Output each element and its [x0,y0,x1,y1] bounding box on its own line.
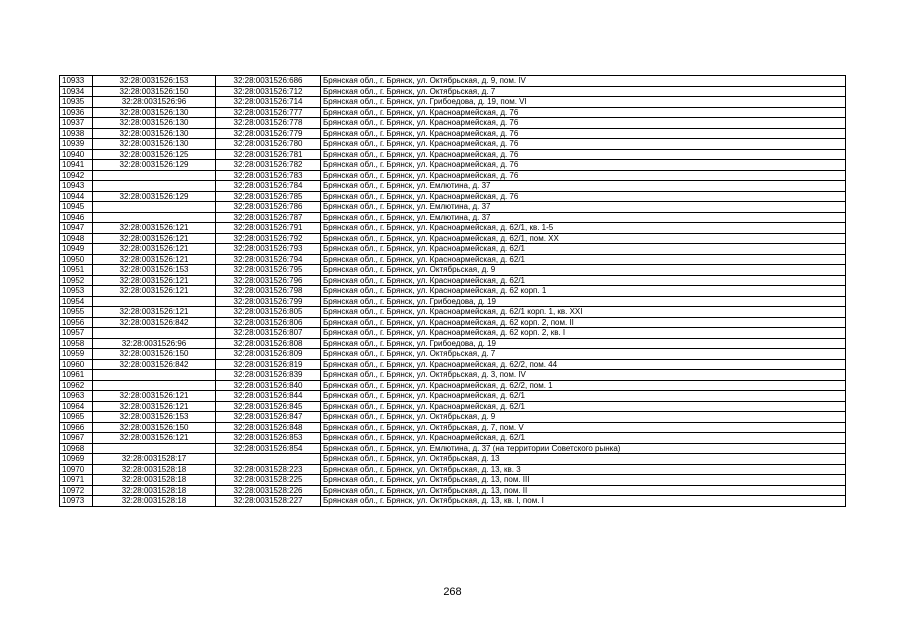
row-number-cell: 10935 [60,97,93,108]
parent-cadastral-number-cell [93,370,216,381]
table-row [60,307,846,318]
cadastral-number-cell: 32:28:0031526:779 [216,128,321,139]
address-cell: Брянская обл., г. Брянск, ул. Красноармейская, д. 76 [321,139,846,150]
cadastral-table [59,75,846,507]
cadastral-number-cell: 32:28:0031526:686 [216,76,321,87]
cadastral-number-cell: 32:28:0031526:805 [216,307,321,318]
cadastral-number-cell: 32:28:0031526:784 [216,181,321,192]
row-number-cell: 10961 [60,370,93,381]
table-row [60,97,846,108]
address-cell: Брянская обл., г. Брянск, ул. Красноармейская, д. 62/1, пом. XX [321,233,846,244]
address-cell: Брянская обл., г. Брянск, ул. Красноармейская, д. 76 [321,128,846,139]
address-cell: Брянская обл., г. Брянск, ул. Красноармейская, д. 62/1 [321,254,846,265]
row-number-cell: 10934 [60,86,93,97]
address-cell: Брянская обл., г. Брянск, ул. Октябрьская, д. 7, пом. V [321,422,846,433]
row-number-cell: 10965 [60,412,93,423]
parent-cadastral-number-cell: 32:28:0031526:125 [93,149,216,160]
address-cell: Брянская обл., г. Брянск, ул. Грибоедова, д. 19 [321,296,846,307]
parent-cadastral-number-cell: 32:28:0031526:130 [93,107,216,118]
parent-cadastral-number-cell: 32:28:0031526:842 [93,359,216,370]
cadastral-number-cell: 32:28:0031526:777 [216,107,321,118]
table-row [60,496,846,507]
table-row [60,485,846,496]
parent-cadastral-number-cell: 32:28:0031526:150 [93,349,216,360]
row-number-cell: 10949 [60,244,93,255]
parent-cadastral-number-cell [93,380,216,391]
cadastral-number-cell: 32:28:0031526:854 [216,443,321,454]
cadastral-number-cell: 32:28:0031526:798 [216,286,321,297]
address-cell: Брянская обл., г. Брянск, ул. Красноармейская, д. 76 [321,118,846,129]
row-number-cell: 10960 [60,359,93,370]
row-number-cell: 10971 [60,475,93,486]
parent-cadastral-number-cell: 32:28:0031526:153 [93,412,216,423]
parent-cadastral-number-cell: 32:28:0031526:121 [93,286,216,297]
cadastral-number-cell: 32:28:0031526:791 [216,223,321,234]
address-cell: Брянская обл., г. Брянск, ул. Октябрьская, д. 9 [321,412,846,423]
address-cell: Брянская обл., г. Брянск, ул. Красноармейская, д. 62/1 [321,244,846,255]
parent-cadastral-number-cell: 32:28:0031526:130 [93,128,216,139]
table-row [60,401,846,412]
cadastral-number-cell: 32:28:0031526:839 [216,370,321,381]
parent-cadastral-number-cell: 32:28:0031526:121 [93,401,216,412]
table-row [60,223,846,234]
cadastral-number-cell: 32:28:0031526:783 [216,170,321,181]
table-row [60,359,846,370]
table-row [60,181,846,192]
address-cell: Брянская обл., г. Брянск, ул. Емлютина, д. 37 [321,212,846,223]
address-cell: Брянская обл., г. Брянск, ул. Октябрьская, д. 3, пом. IV [321,370,846,381]
parent-cadastral-number-cell: 32:28:0031526:121 [93,391,216,402]
parent-cadastral-number-cell: 32:28:0031526:153 [93,265,216,276]
row-number-cell: 10951 [60,265,93,276]
table-row [60,443,846,454]
row-number-cell: 10944 [60,191,93,202]
cadastral-number-cell: 32:28:0031528:225 [216,475,321,486]
row-number-cell: 10943 [60,181,93,192]
address-cell: Брянская обл., г. Брянск, ул. Красноармейская, д. 62/1 корп. 1, кв. XXI [321,307,846,318]
table-row [60,128,846,139]
parent-cadastral-number-cell: 32:28:0031526:129 [93,191,216,202]
cadastral-number-cell: 32:28:0031528:226 [216,485,321,496]
parent-cadastral-number-cell [93,443,216,454]
row-number-cell: 10936 [60,107,93,118]
parent-cadastral-number-cell: 32:28:0031526:96 [93,97,216,108]
parent-cadastral-number-cell: 32:28:0031526:96 [93,338,216,349]
page-number: 268 [443,586,462,598]
row-number-cell: 10967 [60,433,93,444]
table-row [60,317,846,328]
row-number-cell: 10933 [60,76,93,87]
row-number-cell: 10940 [60,149,93,160]
parent-cadastral-number-cell: 32:28:0031526:121 [93,233,216,244]
table-row [60,170,846,181]
cadastral-number-cell: 32:28:0031528:223 [216,464,321,475]
table-row [60,275,846,286]
address-cell: Брянская обл., г. Брянск, ул. Емлютина, д. 37 [321,181,846,192]
row-number-cell: 10956 [60,317,93,328]
address-cell: Брянская обл., г. Брянск, ул. Октябрьская, д. 13, кв. I, пом. I [321,496,846,507]
address-cell: Брянская обл., г. Брянск, ул. Красноармейская, д. 62/2, пом. 1 [321,380,846,391]
address-cell: Брянская обл., г. Брянск, ул. Красноармейская, д. 76 [321,170,846,181]
table-row [60,412,846,423]
address-cell: Брянская обл., г. Брянск, ул. Октябрьская, д. 9 [321,265,846,276]
cadastral-number-cell: 32:28:0031526:712 [216,86,321,97]
parent-cadastral-number-cell: 32:28:0031526:150 [93,86,216,97]
row-number-cell: 10953 [60,286,93,297]
table-row [60,244,846,255]
parent-cadastral-number-cell: 32:28:0031526:121 [93,275,216,286]
cadastral-number-cell: 32:28:0031526:808 [216,338,321,349]
parent-cadastral-number-cell: 32:28:0031526:129 [93,160,216,171]
cadastral-number-cell: 32:28:0031526:819 [216,359,321,370]
parent-cadastral-number-cell [93,181,216,192]
row-number-cell: 10941 [60,160,93,171]
cadastral-number-cell: 32:28:0031526:809 [216,349,321,360]
cadastral-number-cell: 32:28:0031526:795 [216,265,321,276]
parent-cadastral-number-cell [93,296,216,307]
cadastral-number-cell: 32:28:0031526:778 [216,118,321,129]
parent-cadastral-number-cell: 32:28:0031526:150 [93,422,216,433]
address-cell: Брянская обл., г. Брянск, ул. Красноармейская, д. 62 корп. 2, кв. I [321,328,846,339]
cadastral-number-cell: 32:28:0031526:807 [216,328,321,339]
row-number-cell: 10959 [60,349,93,360]
table-row [60,160,846,171]
cadastral-number-cell: 32:28:0031526:848 [216,422,321,433]
table-row [60,454,846,465]
row-number-cell: 10937 [60,118,93,129]
row-number-cell: 10950 [60,254,93,265]
row-number-cell: 10970 [60,464,93,475]
table-row [60,254,846,265]
cadastral-number-cell: 32:28:0031526:847 [216,412,321,423]
table-row [60,191,846,202]
cadastral-number-cell: 32:28:0031526:844 [216,391,321,402]
parent-cadastral-number-cell: 32:28:0031526:121 [93,433,216,444]
table-row [60,349,846,360]
parent-cadastral-number-cell: 32:28:0031528:18 [93,496,216,507]
cadastral-number-cell: 32:28:0031526:786 [216,202,321,213]
address-cell: Брянская обл., г. Брянск, ул. Октябрьская, д. 9, пом. IV [321,76,846,87]
row-number-cell: 10963 [60,391,93,402]
address-cell: Брянская обл., г. Брянск, ул. Емлютина, д. 37 [321,202,846,213]
table-body [60,76,846,507]
address-cell: Брянская обл., г. Брянск, ул. Октябрьская, д. 7 [321,349,846,360]
table-row [60,118,846,129]
cadastral-number-cell: 32:28:0031526:781 [216,149,321,160]
address-cell: Брянская обл., г. Брянск, ул. Красноармейская, д. 62 корп. 2, пом. II [321,317,846,328]
table-row [60,338,846,349]
address-cell: Брянская обл., г. Брянск, ул. Красноармейская, д. 62/2, пом. 44 [321,359,846,370]
table-row [60,149,846,160]
address-cell: Брянская обл., г. Брянск, ул. Красноармейская, д. 76 [321,191,846,202]
row-number-cell: 10938 [60,128,93,139]
row-number-cell: 10973 [60,496,93,507]
table-row [60,76,846,87]
address-cell: Брянская обл., г. Брянск, ул. Октябрьская, д. 13, кв. 3 [321,464,846,475]
cadastral-number-cell: 32:28:0031526:799 [216,296,321,307]
row-number-cell: 10972 [60,485,93,496]
table-row [60,286,846,297]
row-number-cell: 10954 [60,296,93,307]
parent-cadastral-number-cell: 32:28:0031528:18 [93,464,216,475]
table-row [60,296,846,307]
table-row [60,475,846,486]
parent-cadastral-number-cell: 32:28:0031526:842 [93,317,216,328]
address-cell: Брянская обл., г. Брянск, ул. Емлютина, д. 37 (на территории Советского рынка) [321,443,846,454]
address-cell: Брянская обл., г. Брянск, ул. Октябрьская, д. 7 [321,86,846,97]
address-cell: Брянская обл., г. Брянск, ул. Красноармейская, д. 76 [321,160,846,171]
address-cell: Брянская обл., г. Брянск, ул. Красноармейская, д. 62/1 [321,391,846,402]
parent-cadastral-number-cell: 32:28:0031526:153 [93,76,216,87]
table-row [60,370,846,381]
row-number-cell: 10966 [60,422,93,433]
parent-cadastral-number-cell: 32:28:0031526:130 [93,118,216,129]
address-cell: Брянская обл., г. Брянск, ул. Красноармейская, д. 62/1 [321,433,846,444]
cadastral-number-cell: 32:28:0031526:785 [216,191,321,202]
parent-cadastral-number-cell: 32:28:0031526:121 [93,244,216,255]
table-row [60,107,846,118]
table-row [60,380,846,391]
address-cell: Брянская обл., г. Брянск, ул. Октябрьская, д. 13 [321,454,846,465]
address-cell: Брянская обл., г. Брянск, ул. Грибоедова, д. 19 [321,338,846,349]
cadastral-number-cell: 32:28:0031526:793 [216,244,321,255]
address-cell: Брянская обл., г. Брянск, ул. Октябрьская, д. 13, пом. III [321,475,846,486]
address-cell: Брянская обл., г. Брянск, ул. Красноармейская, д. 76 [321,149,846,160]
table-row [60,212,846,223]
parent-cadastral-number-cell [93,328,216,339]
cadastral-number-cell: 32:28:0031526:794 [216,254,321,265]
table-row [60,422,846,433]
table-row [60,233,846,244]
table-row [60,202,846,213]
parent-cadastral-number-cell: 32:28:0031526:121 [93,307,216,318]
row-number-cell: 10942 [60,170,93,181]
row-number-cell: 10955 [60,307,93,318]
cadastral-number-cell: 32:28:0031526:796 [216,275,321,286]
address-cell: Брянская обл., г. Брянск, ул. Красноармейская, д. 62/1, кв. 1-5 [321,223,846,234]
cadastral-number-cell: 32:28:0031526:787 [216,212,321,223]
cadastral-number-cell: 32:28:0031526:840 [216,380,321,391]
cadastral-number-cell: 32:28:0031528:227 [216,496,321,507]
row-number-cell: 10964 [60,401,93,412]
table-row [60,433,846,444]
cadastral-number-cell: 32:28:0031526:806 [216,317,321,328]
cadastral-number-cell: 32:28:0031526:780 [216,139,321,150]
row-number-cell: 10952 [60,275,93,286]
row-number-cell: 10945 [60,202,93,213]
address-cell: Брянская обл., г. Брянск, ул. Красноармейская, д. 62/1 [321,401,846,412]
row-number-cell: 10947 [60,223,93,234]
parent-cadastral-number-cell: 32:28:0031526:121 [93,254,216,265]
parent-cadastral-number-cell: 32:28:0031526:130 [93,139,216,150]
parent-cadastral-number-cell [93,202,216,213]
parent-cadastral-number-cell: 32:28:0031528:18 [93,475,216,486]
cadastral-number-cell: 32:28:0031526:845 [216,401,321,412]
parent-cadastral-number-cell [93,212,216,223]
cadastral-number-cell: 32:28:0031526:853 [216,433,321,444]
table-row [60,265,846,276]
address-cell: Брянская обл., г. Брянск, ул. Красноармейская, д. 62 корп. 1 [321,286,846,297]
row-number-cell: 10968 [60,443,93,454]
cadastral-number-cell: 32:28:0031526:782 [216,160,321,171]
address-cell: Брянская обл., г. Брянск, ул. Октябрьская, д. 13, пом. II [321,485,846,496]
row-number-cell: 10946 [60,212,93,223]
row-number-cell: 10969 [60,454,93,465]
address-cell: Брянская обл., г. Брянск, ул. Красноармейская, д. 62/1 [321,275,846,286]
address-cell: Брянская обл., г. Брянск, ул. Грибоедова, д. 19, пом. VI [321,97,846,108]
parent-cadastral-number-cell: 32:28:0031526:121 [93,223,216,234]
row-number-cell: 10958 [60,338,93,349]
row-number-cell: 10948 [60,233,93,244]
parent-cadastral-number-cell: 32:28:0031528:17 [93,454,216,465]
table-row [60,328,846,339]
parent-cadastral-number-cell: 32:28:0031528:18 [93,485,216,496]
row-number-cell: 10939 [60,139,93,150]
row-number-cell: 10957 [60,328,93,339]
table-row [60,86,846,97]
cadastral-number-cell: 32:28:0031526:792 [216,233,321,244]
address-cell: Брянская обл., г. Брянск, ул. Красноармейская, д. 76 [321,107,846,118]
cadastral-number-cell [216,454,321,465]
table-row [60,391,846,402]
table-row [60,464,846,475]
row-number-cell: 10962 [60,380,93,391]
parent-cadastral-number-cell [93,170,216,181]
table-row [60,139,846,150]
cadastral-number-cell: 32:28:0031526:714 [216,97,321,108]
